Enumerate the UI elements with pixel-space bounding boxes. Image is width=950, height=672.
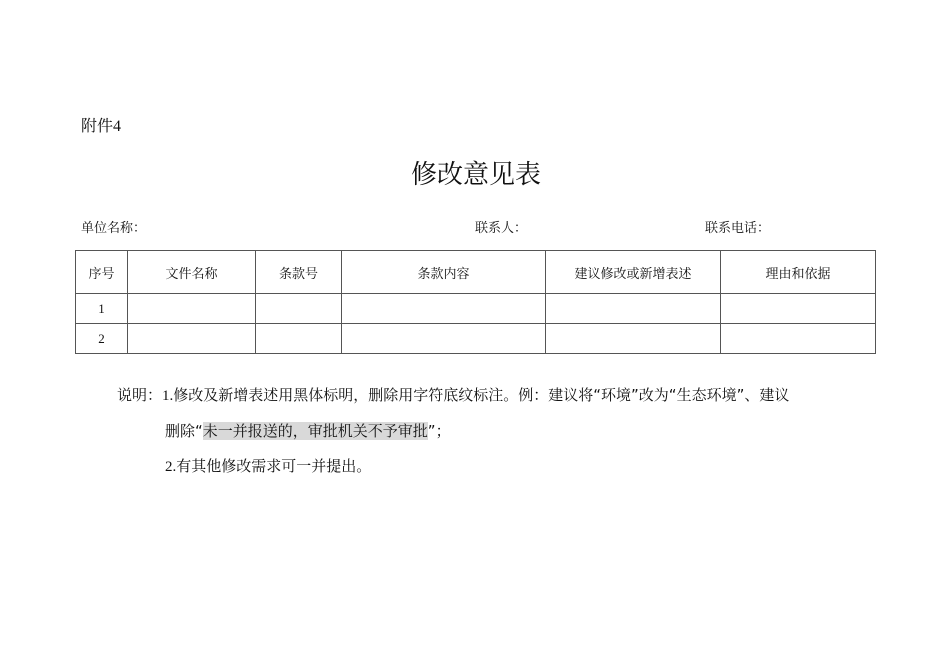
notes-prefix: 说明： (117, 386, 163, 404)
note-2-text: 有其他修改需求可一并提出。 (176, 457, 372, 475)
note-1-number: 1. (162, 388, 174, 404)
cell-suggested-revision[interactable] (546, 294, 721, 324)
cell-reason-basis[interactable] (721, 294, 876, 324)
note-item-2 (117, 449, 877, 485)
header-serial-number: 序号 (76, 251, 128, 294)
table-row (76, 324, 876, 354)
table-row (76, 294, 876, 324)
cell-clause-content[interactable] (342, 324, 546, 354)
page-title-text: 修改意见表 (410, 160, 541, 190)
contact-phone-field-label: 联系电话： (705, 221, 771, 236)
cell-file-name[interactable] (128, 324, 256, 354)
cell-serial: 1 (76, 294, 128, 324)
header-clause-number: 条款号 (256, 251, 342, 294)
header-suggested-revision: 建议修改或新增表述 (546, 251, 721, 294)
notes-section (117, 378, 877, 485)
cell-clause-content[interactable] (342, 294, 546, 324)
attachment-label-text: 附件 (81, 116, 114, 135)
contact-person-field-label: 联系人： (475, 221, 528, 236)
note-item-1-continued (117, 414, 877, 449)
header-file-name: 文件名称 (128, 251, 256, 294)
note-1-text-post: ”； (427, 422, 451, 440)
note-item-1 (117, 378, 877, 414)
opinion-table (75, 250, 876, 354)
note-1-text: 修改及新增表述用黑体标明，删除用字符底纹标注。例：建议将“环境”改为“生态环境”、建议 (173, 386, 790, 404)
cell-serial: 2 (76, 324, 128, 354)
cell-reason-basis[interactable] (721, 324, 876, 354)
note-2-number: 2. (165, 459, 177, 475)
cell-file-name[interactable] (128, 294, 256, 324)
attachment-number: 4 (113, 118, 122, 135)
page-title (0, 157, 950, 193)
header-reason-basis: 理由和依据 (721, 251, 876, 294)
table-header-row (76, 251, 876, 294)
attachment-label (81, 115, 121, 138)
shaded-example-text: 未一并报送的，审批机关不予审批 (202, 422, 428, 440)
unit-name-field-label: 单位名称： (81, 221, 147, 236)
note-1-text-pre: 删除“ (165, 422, 203, 440)
cell-clause-number[interactable] (256, 294, 342, 324)
header-clause-content: 条款内容 (342, 251, 546, 294)
cell-suggested-revision[interactable] (546, 324, 721, 354)
cell-clause-number[interactable] (256, 324, 342, 354)
